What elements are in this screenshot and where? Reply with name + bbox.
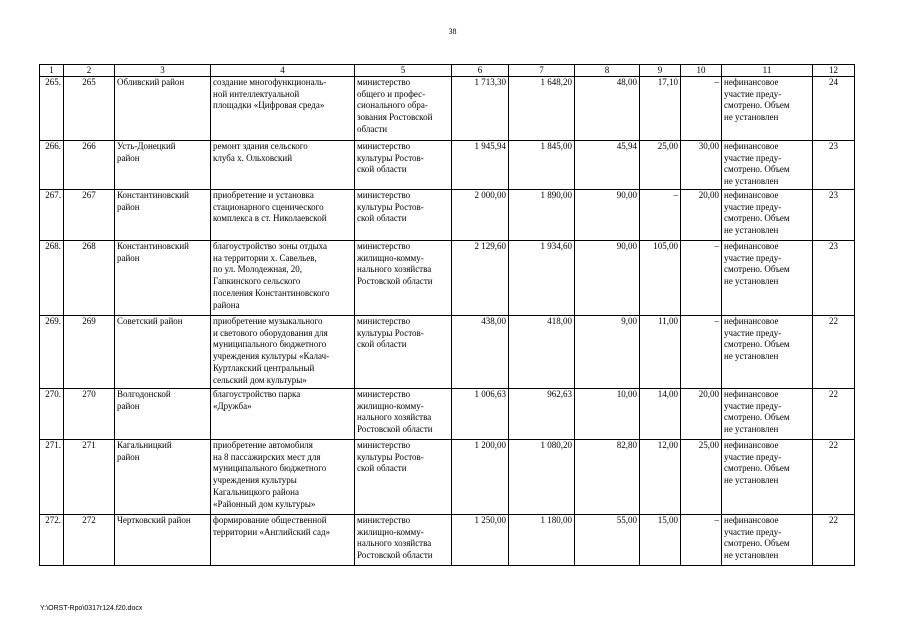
value-10-cell: 25,00 (681, 440, 722, 515)
table-row (40, 389, 855, 440)
note-cell: нефинансовое участие преду- смотрено. Объем не установлен (722, 241, 813, 316)
project-cell: приобретение и установка стационарного сценического комплекса в ст. Николаевской (211, 190, 355, 241)
note-cell: нефинансовое участие преду- смотрено. Объем не установлен (722, 316, 813, 389)
value-9-cell: – (640, 190, 681, 241)
row-number: 271. (40, 440, 64, 515)
value-10-cell: – (681, 241, 722, 316)
project-index: 267 (64, 190, 115, 241)
value-8-cell: 90,00 (575, 241, 640, 316)
value-12-cell: 23 (813, 190, 855, 241)
column-header: 2 (64, 65, 115, 77)
project-index: 266 (64, 141, 115, 190)
value-7-cell: 1 648,20 (509, 77, 575, 141)
table-row (40, 241, 855, 316)
column-header: 12 (813, 65, 855, 77)
ministry-cell: министерство общего и профес- сионального обра- зования Ростовской области (355, 77, 452, 141)
value-9-cell: 105,00 (640, 241, 681, 316)
row-number: 266. (40, 141, 64, 190)
row-number: 267. (40, 190, 64, 241)
row-number: 270. (40, 389, 64, 440)
value-10-cell: 20,00 (681, 190, 722, 241)
table-row (40, 316, 855, 389)
district-cell: Константиновский район (115, 190, 211, 241)
total-amount-cell: 1 713,30 (452, 77, 509, 141)
value-10-cell: 20,00 (681, 389, 722, 440)
table-row (40, 190, 855, 241)
project-cell: ремонт здания сельского клуба х. Ольховский (211, 141, 355, 190)
total-amount-cell: 1 200,00 (452, 440, 509, 515)
project-cell: приобретение автомобиля на 8 пассажирских мест для муниципального бюджетного учреждения культуры Кагальницкого района «Районный дом культуры» (211, 440, 355, 515)
header-row (40, 65, 855, 77)
value-12-cell: 22 (813, 389, 855, 440)
project-index: 271 (64, 440, 115, 515)
note-cell: нефинансовое участие преду- смотрено. Объем не установлен (722, 389, 813, 440)
value-10-cell: – (681, 316, 722, 389)
row-number: 272. (40, 515, 64, 566)
column-header: 9 (640, 65, 681, 77)
ministry-cell: министерство культуры Ростов- ской области (355, 190, 452, 241)
district-cell: Константиновский район (115, 241, 211, 316)
data-table (39, 64, 855, 566)
ministry-cell: министерство жилищно-комму- нального хозяйства Ростовской области (355, 515, 452, 566)
total-amount-cell: 2 000,00 (452, 190, 509, 241)
value-7-cell: 1 934,60 (509, 241, 575, 316)
value-12-cell: 22 (813, 440, 855, 515)
table-row (40, 77, 855, 141)
ministry-cell: министерство культуры Ростов- ской области (355, 440, 452, 515)
project-index: 270 (64, 389, 115, 440)
value-12-cell: 22 (813, 316, 855, 389)
district-cell: Советский район (115, 316, 211, 389)
project-index: 272 (64, 515, 115, 566)
ministry-cell: министерство жилищно-комму- нального хозяйства Ростовской области (355, 241, 452, 316)
value-7-cell: 962,63 (509, 389, 575, 440)
value-9-cell: 11,00 (640, 316, 681, 389)
column-header: 6 (452, 65, 509, 77)
district-cell: Усть-Донецкий район (115, 141, 211, 190)
note-cell: нефинансовое участие преду- смотрено. Объем не установлен (722, 141, 813, 190)
district-cell: Обливский район (115, 77, 211, 141)
column-header: 7 (509, 65, 575, 77)
district-cell: Волгодонской район (115, 389, 211, 440)
value-7-cell: 1 890,00 (509, 190, 575, 241)
project-index: 268 (64, 241, 115, 316)
total-amount-cell: 1 945,94 (452, 141, 509, 190)
project-cell: формирование общественной территории «Английский сад» (211, 515, 355, 566)
value-9-cell: 14,00 (640, 389, 681, 440)
value-10-cell: 30,00 (681, 141, 722, 190)
table-row (40, 515, 855, 566)
column-header: 8 (575, 65, 640, 77)
value-12-cell: 23 (813, 141, 855, 190)
column-header: 10 (681, 65, 722, 77)
value-10-cell: – (681, 515, 722, 566)
project-cell: благоустройство парка «Дружба» (211, 389, 355, 440)
total-amount-cell: 2 129,60 (452, 241, 509, 316)
project-index: 265 (64, 77, 115, 141)
column-header: 4 (211, 65, 355, 77)
total-amount-cell: 1 006,63 (452, 389, 509, 440)
project-cell: создание многофункциональ- ной интеллектуальной площадки «Цифровая среда» (211, 77, 355, 141)
value-12-cell: 22 (813, 515, 855, 566)
column-header: 11 (722, 65, 813, 77)
note-cell: нефинансовое участие преду- смотрено. Объем не установлен (722, 190, 813, 241)
ministry-cell: министерство жилищно-комму- нального хозяйства Ростовской области (355, 389, 452, 440)
total-amount-cell: 438,00 (452, 316, 509, 389)
footer-file-path: Y:\ORST-Rpo\0317r124.f20.docx (40, 605, 143, 612)
ministry-cell: министерство культуры Ростов- ской области (355, 141, 452, 190)
total-amount-cell: 1 250,00 (452, 515, 509, 566)
value-9-cell: 15,00 (640, 515, 681, 566)
note-cell: нефинансовое участие преду- смотрено. Объем не установлен (722, 77, 813, 141)
value-9-cell: 17,10 (640, 77, 681, 141)
value-8-cell: 90,00 (575, 190, 640, 241)
project-cell: благоустройство зоны отдыха на территории х. Савельев, по ул. Молодежная, 20, Гапкинского сельского поселения Константиновского района (211, 241, 355, 316)
page-number: 38 (448, 27, 457, 36)
value-8-cell: 9,00 (575, 316, 640, 389)
ministry-cell: министерство культуры Ростов- ской области (355, 316, 452, 389)
value-12-cell: 23 (813, 241, 855, 316)
row-number: 268. (40, 241, 64, 316)
district-cell: Чертковский район (115, 515, 211, 566)
project-index: 269 (64, 316, 115, 389)
value-7-cell: 418,00 (509, 316, 575, 389)
note-cell: нефинансовое участие преду- смотрено. Объем не установлен (722, 440, 813, 515)
table-row (40, 440, 855, 515)
value-8-cell: 55,00 (575, 515, 640, 566)
value-9-cell: 25,00 (640, 141, 681, 190)
column-header: 1 (40, 65, 64, 77)
value-10-cell: – (681, 77, 722, 141)
column-header: 3 (115, 65, 211, 77)
row-number: 269. (40, 316, 64, 389)
table-row (40, 141, 855, 190)
project-cell: приобретение музыкального и светового оборудования для муниципального бюджетного учреждения культуры «Калач- Куртлакский центральный сельский дом культуры» (211, 316, 355, 389)
value-8-cell: 45,94 (575, 141, 640, 190)
value-8-cell: 82,80 (575, 440, 640, 515)
value-12-cell: 24 (813, 77, 855, 141)
value-8-cell: 10,00 (575, 389, 640, 440)
value-9-cell: 12,00 (640, 440, 681, 515)
value-7-cell: 1 080,20 (509, 440, 575, 515)
value-7-cell: 1 845,00 (509, 141, 575, 190)
row-number: 265. (40, 77, 64, 141)
note-cell: нефинансовое участие преду- смотрено. Объем не установлен (722, 515, 813, 566)
column-header: 5 (355, 65, 452, 77)
district-cell: Кагальницкий район (115, 440, 211, 515)
value-7-cell: 1 180,00 (509, 515, 575, 566)
value-8-cell: 48,00 (575, 77, 640, 141)
